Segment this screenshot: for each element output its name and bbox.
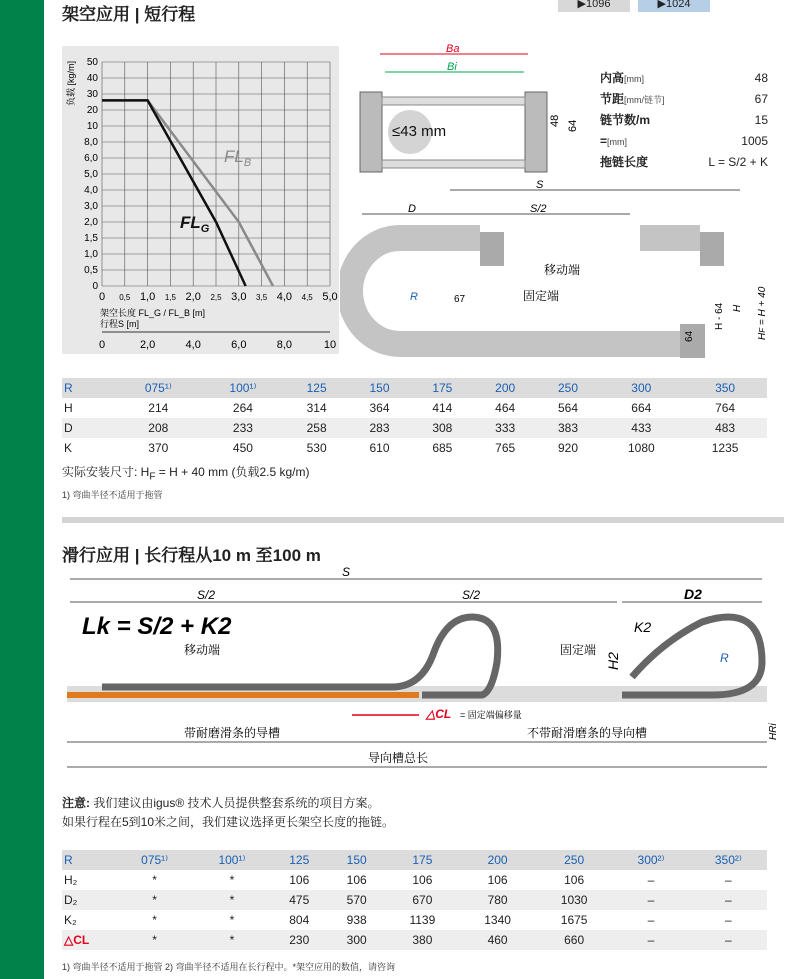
table-cell: 250 bbox=[536, 850, 613, 870]
radius-label: R bbox=[720, 651, 729, 665]
table-cell: 208 bbox=[116, 418, 201, 438]
y-tick-label: 20 bbox=[86, 105, 98, 116]
crossbar-top bbox=[382, 97, 525, 105]
d-label: D bbox=[408, 203, 416, 215]
table-cell: – bbox=[724, 873, 732, 887]
table-cell: 106 bbox=[346, 873, 367, 887]
table-cell: 530 bbox=[306, 441, 327, 455]
table-cell: 475 bbox=[271, 890, 328, 910]
y-tick-label: 10 bbox=[86, 121, 98, 132]
y-tick-label: 0,5 bbox=[84, 265, 98, 276]
table-cell: 460 bbox=[459, 930, 536, 950]
moving-end-bracket-right bbox=[700, 232, 724, 266]
dimension-table-long bbox=[62, 850, 767, 950]
spec-row: 节距[mm/链节] 67 bbox=[600, 92, 768, 106]
brand-sidebar-bar bbox=[0, 0, 44, 979]
table-row bbox=[62, 890, 767, 910]
table-row bbox=[62, 418, 767, 438]
table-cell: 150 bbox=[348, 378, 411, 398]
table-row bbox=[62, 438, 767, 458]
table-cell: 230 bbox=[271, 930, 328, 950]
table-cell: * bbox=[116, 930, 193, 950]
section-divider bbox=[62, 517, 784, 523]
table-cell: R bbox=[62, 378, 116, 398]
table-cell: 660 bbox=[536, 930, 613, 950]
table-cell: 670 bbox=[385, 890, 459, 910]
table-cell: 125 bbox=[271, 850, 328, 870]
install-note: 实际安装尺寸: $H_F = H + 40$ mm (负载2.5 kg/m) bbox=[62, 465, 310, 483]
table-cell: 1080 bbox=[627, 441, 655, 455]
table-cell: * bbox=[229, 873, 235, 887]
table-cell: 314 bbox=[306, 401, 327, 415]
table-cell: H bbox=[64, 401, 73, 415]
chain-diagram-long bbox=[62, 562, 784, 782]
series-line-flg bbox=[102, 100, 246, 286]
moving-end-label: 移动端 bbox=[184, 643, 221, 657]
outer-height-label: 64 bbox=[567, 119, 579, 132]
tab-1024[interactable]: ▶1024 bbox=[638, 0, 710, 12]
without-strip-label: 不带耐滑磨条的导向槽 bbox=[527, 726, 648, 740]
table-cell: 250 bbox=[537, 378, 600, 398]
table-cell: R bbox=[62, 850, 116, 870]
length-formula: Lk = S/2 + K2 bbox=[82, 613, 232, 640]
table-cell: D₂ bbox=[62, 890, 116, 910]
table-cell: 464 bbox=[495, 401, 516, 415]
side-plate-right bbox=[525, 92, 547, 172]
half-stroke-label: S/2 bbox=[530, 203, 547, 215]
table-cell: 804 bbox=[289, 913, 310, 927]
x2-tick-label: 0 bbox=[98, 339, 106, 351]
table-cell: 175 bbox=[385, 850, 459, 870]
series-label-flg: $FL_G$ bbox=[180, 213, 210, 235]
table-cell: 264 bbox=[232, 401, 253, 415]
table-cell: 200 bbox=[474, 378, 537, 398]
crossbar-bottom bbox=[382, 160, 525, 168]
table-cell: 1235 bbox=[711, 441, 739, 455]
table-cell: 100¹⁾ bbox=[201, 378, 286, 398]
hri-label: HRi bbox=[768, 723, 779, 740]
table-row bbox=[62, 930, 767, 950]
table-cell: 380 bbox=[385, 930, 459, 950]
table-cell: 106 bbox=[289, 873, 310, 887]
stroke-label: S bbox=[342, 565, 351, 579]
table-cell: 433 bbox=[599, 418, 683, 438]
table-cell: 610 bbox=[369, 441, 390, 455]
table-cell: 308 bbox=[411, 418, 474, 438]
y-axis-label: 负载 [kg/m] bbox=[66, 60, 76, 106]
footnote-2: 1) 弯曲半径不适用于拖管 2) 弯曲半径不适用在长行程中。*架空应用的数值，请咨询 bbox=[62, 962, 396, 972]
delta-cl-note: = 固定端偏移量 bbox=[460, 710, 522, 720]
table-cell: △CL bbox=[62, 930, 116, 950]
table-cell: – bbox=[690, 930, 767, 950]
page-tabs bbox=[558, 0, 710, 12]
pitch-label: 67 bbox=[454, 294, 466, 305]
spec-row: 拖链长度 L = S/2 + K bbox=[600, 155, 768, 169]
table-cell: 175 bbox=[411, 378, 474, 398]
y-tick-label: 50 bbox=[86, 57, 98, 68]
h-label: H bbox=[732, 304, 743, 312]
h2-label: H2 bbox=[605, 652, 621, 670]
load-chart-panel bbox=[62, 46, 339, 354]
table-cell: * bbox=[152, 873, 157, 887]
table-cell: – bbox=[612, 890, 689, 910]
table-cell: 383 bbox=[537, 418, 600, 438]
x-tick-label: 1,5 bbox=[164, 293, 176, 302]
x-tick-label: 3,5 bbox=[256, 293, 268, 302]
table-cell: * bbox=[193, 890, 270, 910]
y-tick-label: 0 bbox=[92, 281, 98, 292]
spec-row: 内高[mm] 48 bbox=[600, 71, 768, 85]
chain-body bbox=[350, 238, 680, 344]
table-cell: 570 bbox=[328, 890, 385, 910]
x-axis-label: 架空长度 FL_G / FL_B [m] bbox=[100, 308, 206, 318]
spec-row: =[mm] 1005 bbox=[600, 134, 768, 148]
y-tick-label: 6,0 bbox=[84, 153, 98, 164]
h-minus-label: H - 64 bbox=[714, 302, 725, 330]
table-cell: 1030 bbox=[536, 890, 613, 910]
side-plate-left bbox=[360, 92, 382, 172]
table-row bbox=[62, 910, 767, 930]
table-cell: 564 bbox=[558, 401, 579, 415]
table-cell: 765 bbox=[495, 441, 516, 455]
y-tick-label: 5,0 bbox=[84, 169, 98, 180]
table-cell: – bbox=[724, 913, 732, 927]
x2-tick-label: 4,0 bbox=[185, 339, 201, 351]
x2-tick-label: 8,0 bbox=[276, 339, 293, 351]
table-cell: 920 bbox=[558, 441, 579, 455]
x-tick-label: 1,0 bbox=[139, 291, 156, 303]
table-row bbox=[62, 870, 767, 890]
table-cell: D bbox=[62, 418, 116, 438]
half-stroke-label-left: S/2 bbox=[197, 588, 216, 602]
table-cell: 200 bbox=[459, 850, 536, 870]
table-header-row bbox=[62, 850, 767, 870]
x-tick-label: 2,0 bbox=[185, 291, 201, 303]
table-cell: 125 bbox=[285, 378, 348, 398]
table-cell: 664 bbox=[631, 401, 652, 415]
y-tick-label: 3,0 bbox=[84, 201, 98, 212]
x-tick-label: 0,5 bbox=[119, 293, 131, 302]
bi-label: Bi bbox=[447, 61, 457, 73]
dimension-table-short bbox=[62, 378, 767, 458]
series-line-flb bbox=[102, 100, 273, 286]
table-row bbox=[62, 398, 767, 418]
total-length-label: 导向槽总长 bbox=[368, 751, 429, 765]
y-tick-label: 8,0 bbox=[84, 137, 98, 148]
x-tick-label: 5,0 bbox=[322, 291, 338, 303]
x2-tick-label: 2,0 bbox=[139, 339, 156, 351]
table-cell: 450 bbox=[232, 441, 253, 455]
table-cell: 350 bbox=[683, 378, 767, 398]
moving-end-label: 移动端 bbox=[544, 263, 581, 277]
table-cell: 258 bbox=[285, 418, 348, 438]
y-tick-label: 1,5 bbox=[84, 233, 98, 244]
table-header-row bbox=[62, 378, 767, 398]
radius-label: R bbox=[410, 291, 418, 303]
table-cell: 106 bbox=[487, 873, 508, 887]
table-cell: * bbox=[193, 930, 270, 950]
table-cell: 364 bbox=[369, 401, 390, 415]
table-cell: H₂ bbox=[64, 873, 78, 887]
x-tick-label: 0 bbox=[98, 291, 106, 303]
table-cell: 333 bbox=[474, 418, 537, 438]
stroke-note: 如果行程在5到10米之间，我们建议选择更长架空长度的拖链。 bbox=[62, 815, 395, 829]
table-cell: K₂ bbox=[64, 913, 77, 927]
stroke-label: S bbox=[536, 179, 544, 191]
table-cell: 1139 bbox=[409, 913, 436, 927]
table-cell: 300²⁾ bbox=[612, 850, 689, 870]
wear-strip bbox=[67, 692, 419, 698]
x-tick-label: 2,5 bbox=[210, 293, 222, 302]
table-cell: – bbox=[612, 930, 689, 950]
inner-height-label: 48 bbox=[549, 114, 561, 127]
table-cell: 350²⁾ bbox=[690, 850, 767, 870]
with-strip-label: 带耐磨滑条的导槽 bbox=[184, 726, 281, 740]
tab-1096[interactable]: ▶1096 bbox=[558, 0, 630, 12]
recommendation-note: 注意: 我们建议由igus® 技术人员提供整套系统的项目方案。 bbox=[62, 796, 380, 810]
x-tick-label: 4,5 bbox=[301, 293, 313, 302]
table-cell: 483 bbox=[683, 418, 767, 438]
hf-label: HF = H + 40 bbox=[757, 286, 768, 340]
series-label-flb: $FL_B$ bbox=[224, 147, 252, 169]
table-cell: 106 bbox=[412, 873, 433, 887]
table-cell: 780 bbox=[459, 890, 536, 910]
fixed-end-label: 固定端 bbox=[523, 289, 560, 303]
half-stroke-label-right: S/2 bbox=[462, 588, 481, 602]
x2-axis-label: 行程S [m] bbox=[100, 319, 140, 329]
y-tick-label: 40 bbox=[86, 73, 98, 84]
table-cell: 300 bbox=[328, 930, 385, 950]
page-title: 架空应用 | 短行程 bbox=[62, 5, 196, 24]
d2-label: D2 bbox=[684, 586, 702, 602]
moving-end-bracket bbox=[480, 232, 504, 266]
table-cell: 283 bbox=[348, 418, 411, 438]
section-title: 滑行应用 | 长行程从10 m 至100 m bbox=[62, 546, 321, 565]
table-cell: 150 bbox=[328, 850, 385, 870]
table-cell: 764 bbox=[715, 401, 736, 415]
table-cell: – bbox=[647, 913, 655, 927]
table-cell: 075¹⁾ bbox=[116, 378, 201, 398]
table-cell: 106 bbox=[564, 873, 585, 887]
y-tick-label: 2,0 bbox=[84, 217, 98, 228]
footnote-1: 1) 弯曲半径不适用于拖管 bbox=[62, 490, 163, 500]
table-cell: 300 bbox=[599, 378, 683, 398]
ba-label: Ba bbox=[446, 43, 460, 55]
max-diameter-label: ≤43 mm bbox=[392, 123, 447, 140]
spec-list bbox=[600, 68, 768, 173]
x-tick-label: 3,0 bbox=[231, 291, 247, 303]
table-cell: 1340 bbox=[484, 913, 511, 927]
x2-tick-label: 6,0 bbox=[231, 339, 247, 351]
table-cell: * bbox=[229, 913, 235, 927]
y-tick-label: 1,0 bbox=[84, 249, 98, 260]
x2-tick-label: 10 bbox=[323, 339, 337, 351]
delta-cl-label: △CL bbox=[426, 707, 452, 721]
load-chart bbox=[62, 46, 339, 354]
table-cell: 370 bbox=[148, 441, 169, 455]
fixed-end-label: 固定端 bbox=[560, 643, 597, 657]
table-cell: 1675 bbox=[560, 913, 588, 927]
table-cell: 414 bbox=[432, 401, 453, 415]
table-cell: * bbox=[152, 913, 157, 927]
table-cell: – bbox=[690, 890, 767, 910]
height-64-label: 64 bbox=[684, 330, 695, 342]
k2-label: K2 bbox=[634, 619, 652, 635]
table-cell: K bbox=[64, 441, 73, 455]
y-tick-label: 4,0 bbox=[84, 185, 98, 196]
table-cell: 685 bbox=[432, 441, 453, 455]
table-cell: 233 bbox=[201, 418, 286, 438]
table-cell: * bbox=[116, 890, 193, 910]
spec-row: 链节数/m 15 bbox=[600, 113, 768, 127]
table-cell: 075¹⁾ bbox=[116, 850, 193, 870]
table-cell: 938 bbox=[346, 913, 367, 927]
table-cell: 100¹⁾ bbox=[193, 850, 270, 870]
y-tick-label: 30 bbox=[86, 89, 98, 100]
x-tick-label: 4,0 bbox=[276, 291, 293, 303]
table-cell: 214 bbox=[148, 401, 169, 415]
table-cell: – bbox=[647, 873, 655, 887]
